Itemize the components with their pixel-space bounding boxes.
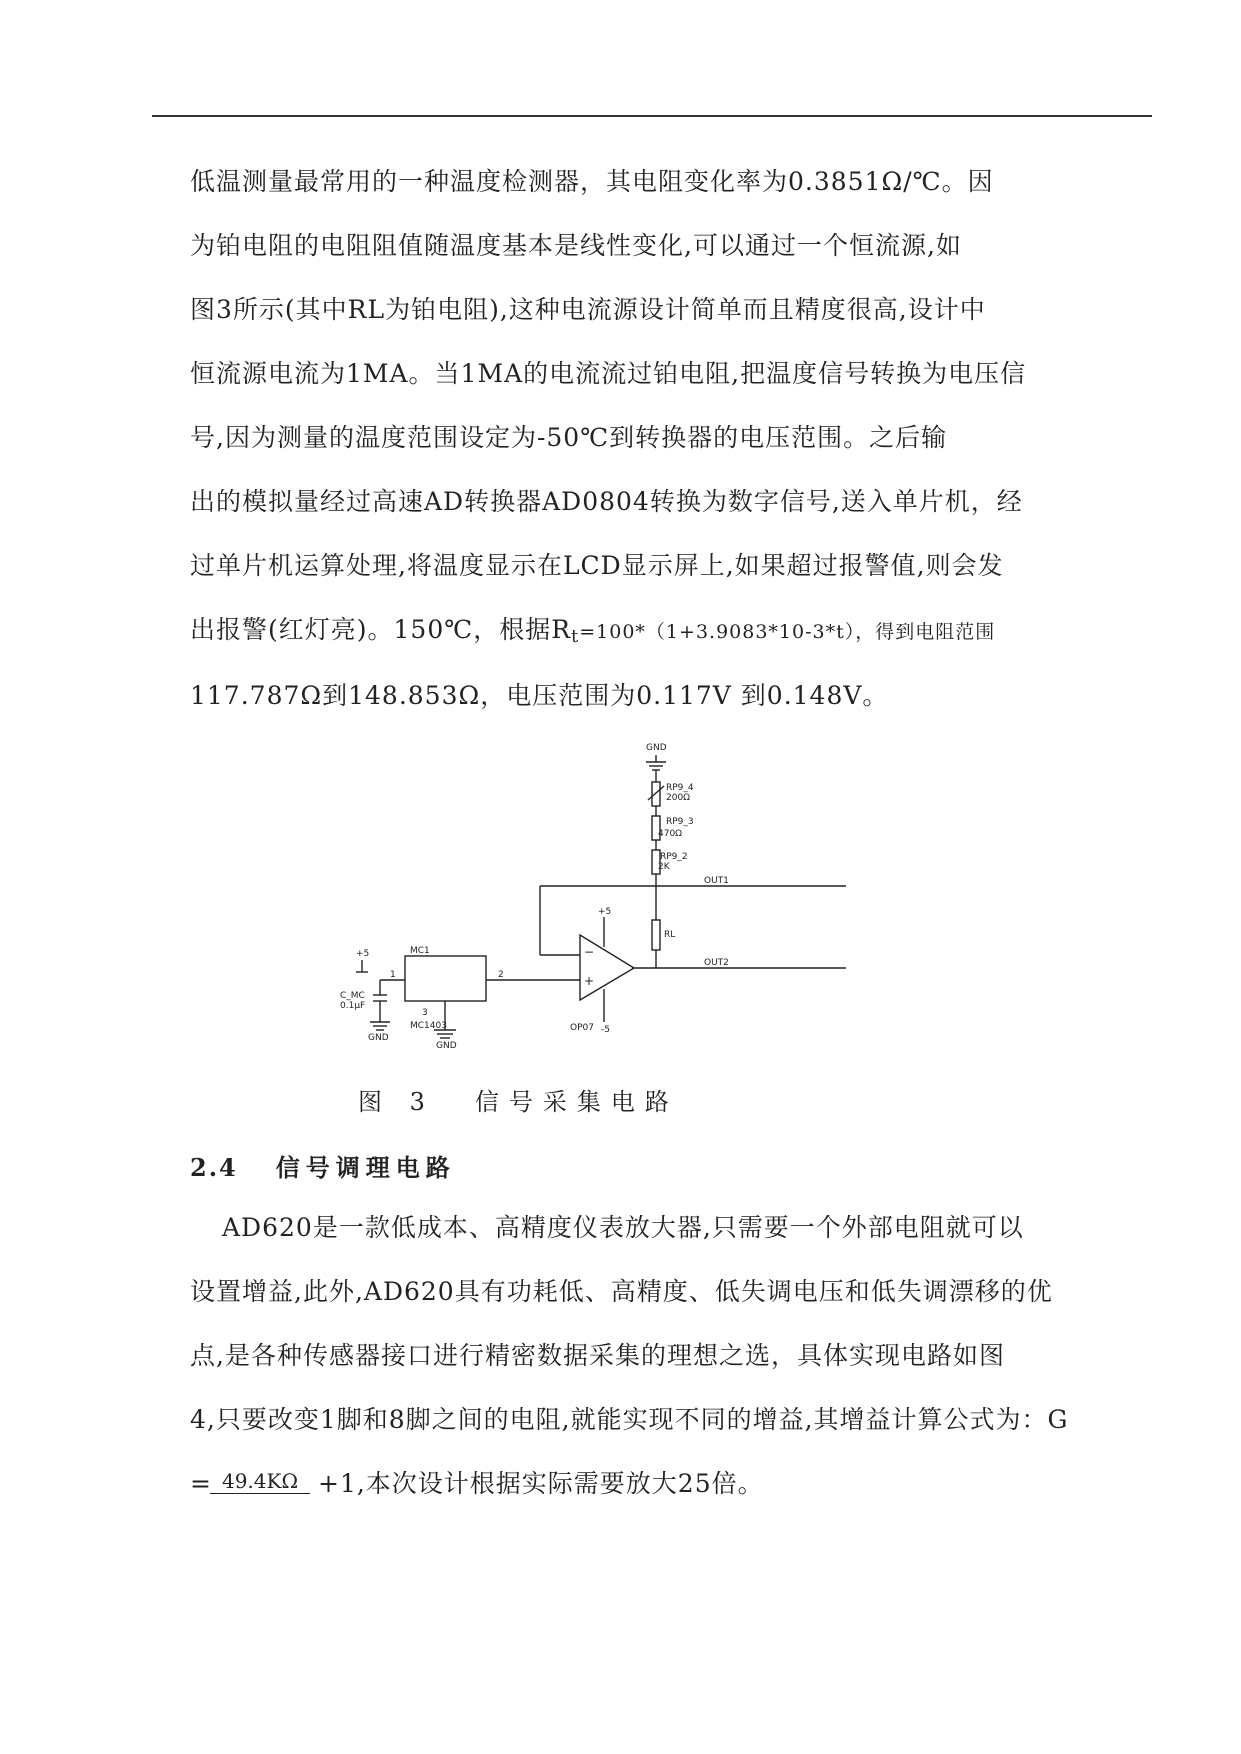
label-pin1: 1 <box>390 970 396 980</box>
paragraph2-line5-rest: +1,本次设计根据实际需要放大25倍。 <box>318 1469 764 1498</box>
label-gnd-left: GND <box>368 1033 389 1043</box>
paragraph2-line3: 点,是各种传感器接口进行精密数据采集的理想之选，具体实现电路如图 <box>190 1341 1005 1370</box>
paragraph1-line4: 恒流源电流为1MA。当1MA的电流流过铂电阻,把温度信号转换为电压信 <box>190 359 1027 388</box>
label-mc1403: MC1403 <box>410 1021 447 1031</box>
label-rp9-3: RP9_3 <box>666 817 694 827</box>
paragraph2-line1: AD620是一款低成本、高精度仪表放大器,只需要一个外部电阻就可以 <box>222 1213 1024 1242</box>
label-c-value: 0.1μF <box>340 1001 366 1011</box>
label-op07: OP07 <box>570 1023 594 1033</box>
signal-acquisition-circuit <box>340 740 870 1070</box>
paragraph1-line8 <box>190 614 995 653</box>
paragraph1-line3: 图3所示(其中RL为铂电阻),这种电流源设计简单而且精度很高,设计中 <box>190 295 986 324</box>
paragraph2-line4: 4,只要改变1脚和8脚之间的电阻,就能实现不同的增益,其增益计算公式为：G <box>190 1405 1069 1434</box>
section-number: 2.4 <box>190 1153 238 1182</box>
label-gnd-mc: GND <box>436 1041 457 1051</box>
label-rp9-2-value: 2K <box>658 862 670 872</box>
paragraph2-line5-eq: = <box>190 1469 212 1498</box>
label-plus5-op: +5 <box>598 907 612 917</box>
label-rp9-2: RP9_2 <box>660 852 688 862</box>
paragraph2-line2: 设置增益,此外,AD620具有功耗低、高精度、低失调电压和低失调漂移的优 <box>190 1277 1053 1306</box>
label-gnd-top: GND <box>646 743 667 753</box>
label-pin2: 2 <box>498 970 504 980</box>
mc1403-block <box>405 956 486 1001</box>
label-plus-input: + <box>584 974 595 988</box>
label-pin3: 3 <box>422 1008 428 1018</box>
gain-fraction: 49.4KΩ <box>210 1469 310 1494</box>
paragraph1-line9: 117.787Ω到148.853Ω，电压范围为0.117V 到0.148V。 <box>190 681 889 710</box>
section-heading <box>190 1148 456 1183</box>
formula-subscript: t <box>571 626 580 647</box>
figure-caption-title: 信号采集电路 <box>474 1088 679 1116</box>
rl-resistor <box>652 920 660 950</box>
figure-caption <box>358 1082 679 1117</box>
paragraph1-line5: 号,因为测量的温度范围设定为-50℃到转换器的电压范围。之后输 <box>190 423 948 452</box>
rp9-4-arrow <box>648 786 664 800</box>
formula-body: =100*（1+3.9083*10-3*t），得到电阻范围 <box>579 621 996 643</box>
label-out2: OUT2 <box>704 958 729 968</box>
label-rl: RL <box>664 930 676 940</box>
paragraph1-line2: 为铂电阻的电阻阻值随温度基本是线性变化,可以通过一个恒流源,如 <box>190 231 962 260</box>
label-c-mc: C_MC <box>340 991 365 1001</box>
paragraph1-line6: 出的模拟量经过高速AD转换器AD0804转换为数字信号,送入单片机，经 <box>190 487 1023 516</box>
label-rp9-4-value: 200Ω <box>666 793 691 803</box>
label-mc1: MC1 <box>410 946 430 956</box>
section-title: 信号调理电路 <box>275 1153 456 1182</box>
label-minus5: -5 <box>601 1025 610 1035</box>
figure-caption-number: 图 3 <box>358 1088 435 1116</box>
paragraph1-line7: 过单片机运算处理,将温度显示在LCD显示屏上,如果超过报警值,则会发 <box>190 551 1004 580</box>
label-plus5-left: +5 <box>356 949 370 959</box>
paragraph1-line1: 低温测量最常用的一种温度检测器，其电阻变化率为0.3851Ω/℃。因 <box>190 167 994 196</box>
label-out1: OUT1 <box>704 876 729 886</box>
header-rule <box>152 115 1152 117</box>
label-rp9-3-value: 470Ω <box>658 829 683 839</box>
rp9-4-resistor <box>652 782 660 806</box>
formula-prefix: 出报警(红灯亮)。150℃，根据R <box>190 615 572 644</box>
label-minus-input: − <box>584 945 595 959</box>
label-rp9-4: RP9_4 <box>666 783 694 793</box>
